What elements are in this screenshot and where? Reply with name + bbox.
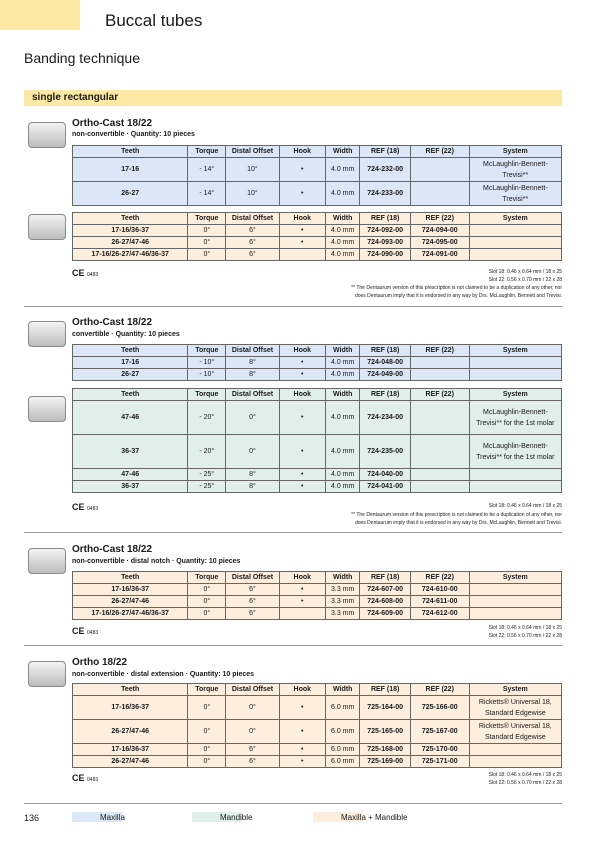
cell: 724-235-00 xyxy=(360,435,410,469)
col-header: REF (22) xyxy=(410,684,469,696)
legend-label-maxilla: Maxilla xyxy=(100,813,125,822)
cell: 4.0 mm xyxy=(325,249,360,261)
col-header: Hook xyxy=(279,213,325,225)
disclaimer-line: ** The Dentaurum version of this prescription is not claimed to be a duplication of any other, nor xyxy=(351,285,562,291)
cell xyxy=(469,596,561,608)
cell: 4.0 mm xyxy=(325,237,360,249)
col-header: Width xyxy=(325,213,360,225)
cell: 0° xyxy=(188,720,226,744)
col-header: Width xyxy=(325,684,360,696)
cell: 17-16/36-37 xyxy=(73,744,188,756)
col-header: REF (22) xyxy=(410,213,469,225)
slot-note-line: Slot 22: 0.56 x 0.70 mm / 22 x 28 xyxy=(488,780,562,786)
slot-note-line: Slot 18: 0.46 x 0.64 mm / 18 x 25 xyxy=(488,503,562,509)
cell: 0° xyxy=(188,249,226,261)
cell: 725-166-00 xyxy=(410,696,469,720)
cell: 724-095-00 xyxy=(410,237,469,249)
cell: 724-610-00 xyxy=(410,584,469,596)
disclaimer xyxy=(351,511,562,527)
cell: 0° xyxy=(188,608,226,620)
cell: 724-608-00 xyxy=(360,596,410,608)
cell: 0° xyxy=(226,720,280,744)
section-divider xyxy=(24,306,562,307)
cell: 6° xyxy=(226,608,280,620)
cell: 6.0 mm xyxy=(325,744,360,756)
legend-label-maxilla-mandible: Maxilla + Mandible xyxy=(341,813,408,822)
cell: • xyxy=(279,481,325,493)
col-header: Distal Offset xyxy=(226,389,280,401)
slot-note xyxy=(489,268,562,284)
cell: 26-27 xyxy=(73,369,188,381)
table-row xyxy=(73,225,562,237)
cell: 725-164-00 xyxy=(360,696,410,720)
slot-note xyxy=(489,502,562,510)
cell: - 20° xyxy=(188,435,226,469)
table-row xyxy=(73,249,562,261)
product-table-maxilla xyxy=(72,344,562,381)
cell: 724-091-00 xyxy=(410,249,469,261)
cell: 10° xyxy=(226,182,280,206)
cell: - 20° xyxy=(188,401,226,435)
cell: • xyxy=(279,237,325,249)
cell: 10° xyxy=(226,158,280,182)
cell: • xyxy=(279,469,325,481)
cell: 17-16/36-37 xyxy=(73,225,188,237)
cell: 47-46 xyxy=(73,469,188,481)
slot-note xyxy=(489,771,562,787)
cell: 6.0 mm xyxy=(325,720,360,744)
cell: 0° xyxy=(188,596,226,608)
product-description: non-convertible · Quantity: 10 pieces xyxy=(72,131,195,138)
corner-tab xyxy=(0,0,80,30)
cell: • xyxy=(279,401,325,435)
cell: - 25° xyxy=(188,481,226,493)
col-header: Width xyxy=(325,345,360,357)
cell: 17-16 xyxy=(73,357,188,369)
cell xyxy=(410,158,469,182)
cell: - 14° xyxy=(188,158,226,182)
cell: 6° xyxy=(226,584,280,596)
slot-note xyxy=(489,624,562,640)
cell: 6.0 mm xyxy=(325,756,360,768)
cell: 8° xyxy=(226,481,280,493)
ce-mark xyxy=(72,773,98,783)
cell: 26-27 xyxy=(73,182,188,206)
cell: McLaughlin-Bennett-Trevisi** xyxy=(469,182,561,206)
cell: • xyxy=(279,182,325,206)
col-header: REF (18) xyxy=(360,146,410,158)
col-header: Hook xyxy=(279,684,325,696)
cell xyxy=(410,357,469,369)
cell: 0° xyxy=(188,756,226,768)
col-header: REF (22) xyxy=(410,146,469,158)
col-header: Torque xyxy=(188,146,226,158)
cell: 6° xyxy=(226,249,280,261)
product-name: Ortho 18/22 xyxy=(72,657,128,668)
cell: 17-16/36-37 xyxy=(73,584,188,596)
cell: • xyxy=(279,225,325,237)
product-table-maxilla-mandible xyxy=(72,212,562,261)
ce-mark xyxy=(72,268,98,278)
product-table-mandible xyxy=(72,388,562,493)
cell: 724-232-00 xyxy=(360,158,410,182)
col-header: REF (18) xyxy=(360,345,410,357)
slot-note-line: Slot 18: 0.46 x 0.64 mm / 18 x 25 xyxy=(488,625,562,631)
cell: • xyxy=(279,369,325,381)
cell: - 10° xyxy=(188,357,226,369)
cell: 724-234-00 xyxy=(360,401,410,435)
ce-text: CE xyxy=(72,626,85,636)
cell: 724-094-00 xyxy=(410,225,469,237)
cell: 26-27/47-46 xyxy=(73,756,188,768)
cell: 6° xyxy=(226,237,280,249)
cell: 725-165-00 xyxy=(360,720,410,744)
cell: 4.0 mm xyxy=(325,401,360,435)
table-row xyxy=(73,744,562,756)
table-row xyxy=(73,608,562,620)
cell: 724-611-00 xyxy=(410,596,469,608)
col-header: Hook xyxy=(279,146,325,158)
disclaimer xyxy=(351,284,562,300)
cell xyxy=(410,401,469,435)
col-header: Torque xyxy=(188,345,226,357)
col-header: System xyxy=(469,389,561,401)
slot-note-line: Slot 18: 0.46 x 0.64 mm / 18 x 25 xyxy=(488,269,562,275)
col-header: Hook xyxy=(279,389,325,401)
table-row xyxy=(73,369,562,381)
cell: 4.0 mm xyxy=(325,369,360,381)
cell: 6° xyxy=(226,596,280,608)
buccal-tube-image xyxy=(28,122,66,148)
col-header: Teeth xyxy=(73,213,188,225)
cell: McLaughlin-Bennett-Trevisi** for the 1st molar xyxy=(469,435,561,469)
cell: • xyxy=(279,596,325,608)
cell: 0° xyxy=(188,237,226,249)
product-description: convertible · Quantity: 10 pieces xyxy=(72,331,180,338)
section-band xyxy=(24,90,562,106)
col-header: REF (18) xyxy=(360,213,410,225)
cell: 26-27/47-46 xyxy=(73,596,188,608)
cell: 725-170-00 xyxy=(410,744,469,756)
col-header: REF (18) xyxy=(360,684,410,696)
cell xyxy=(410,469,469,481)
disclaimer-line: does Dentaurum imply that it is endorsed in any way by Drs. McLaughlin, Bennett and Trevisi. xyxy=(354,520,562,526)
cell xyxy=(410,435,469,469)
cell: 17-16/36-37 xyxy=(73,696,188,720)
cell: 724-609-00 xyxy=(360,608,410,620)
col-header: REF (18) xyxy=(360,389,410,401)
col-header: Torque xyxy=(188,213,226,225)
cell xyxy=(469,481,561,493)
table-row xyxy=(73,481,562,493)
col-header: Width xyxy=(325,389,360,401)
product-table-maxilla-mandible xyxy=(72,683,562,768)
cell: 4.0 mm xyxy=(325,469,360,481)
cell: 724-607-00 xyxy=(360,584,410,596)
cell: 4.0 mm xyxy=(325,182,360,206)
cell: 724-040-00 xyxy=(360,469,410,481)
table-row xyxy=(73,237,562,249)
page-subtitle: Banding technique xyxy=(24,50,140,66)
cell: 17-16 xyxy=(73,158,188,182)
cell: • xyxy=(279,756,325,768)
cell: - 10° xyxy=(188,369,226,381)
cell: 8° xyxy=(226,357,280,369)
cell xyxy=(469,357,561,369)
cell: 6° xyxy=(226,225,280,237)
buccal-tube-image xyxy=(28,214,66,240)
cell: 6° xyxy=(226,744,280,756)
cell xyxy=(469,237,561,249)
product-table-maxilla xyxy=(72,145,562,206)
page-title: Buccal tubes xyxy=(105,11,203,30)
footer-divider xyxy=(24,803,562,804)
cell: - 14° xyxy=(188,182,226,206)
ce-code: 0483 xyxy=(87,272,99,278)
cell xyxy=(469,369,561,381)
cell xyxy=(469,225,561,237)
col-header: System xyxy=(469,572,561,584)
col-header: Width xyxy=(325,572,360,584)
cell: 724-612-00 xyxy=(410,608,469,620)
cell: 3.3 mm xyxy=(325,584,360,596)
col-header: Torque xyxy=(188,572,226,584)
col-header: REF (22) xyxy=(410,572,469,584)
ce-code: 0483 xyxy=(87,506,99,512)
cell: • xyxy=(279,584,325,596)
col-header: Width xyxy=(325,146,360,158)
cell: 36-37 xyxy=(73,481,188,493)
table-row xyxy=(73,696,562,720)
ce-text: CE xyxy=(72,502,85,512)
cell xyxy=(469,756,561,768)
cell: Ricketts® Universal 18, Standard Edgewise xyxy=(469,696,561,720)
cell xyxy=(410,182,469,206)
legend-label-mandible: Mandible xyxy=(220,813,253,822)
ce-mark xyxy=(72,502,98,512)
cell xyxy=(469,744,561,756)
col-header: Distal Offset xyxy=(226,345,280,357)
col-header: Distal Offset xyxy=(226,572,280,584)
page-number: 136 xyxy=(24,813,40,823)
cell: 17-16/26-27/47-46/36-37 xyxy=(73,249,188,261)
col-header: Hook xyxy=(279,345,325,357)
cell xyxy=(469,608,561,620)
col-header: REF (22) xyxy=(410,389,469,401)
cell: Ricketts® Universal 18, Standard Edgewise xyxy=(469,720,561,744)
col-header: System xyxy=(469,684,561,696)
col-header: REF (18) xyxy=(360,572,410,584)
product-name: Ortho-Cast 18/22 xyxy=(72,118,153,129)
cell: 0° xyxy=(188,225,226,237)
cell: 3.3 mm xyxy=(325,596,360,608)
cell: 0° xyxy=(226,696,280,720)
cell: 47-46 xyxy=(73,401,188,435)
slot-note-line: Slot 22: 0.56 x 0.70 mm / 22 x 28 xyxy=(488,633,562,639)
table-row xyxy=(73,596,562,608)
cell xyxy=(469,249,561,261)
cell: - 25° xyxy=(188,469,226,481)
cell xyxy=(469,584,561,596)
cell: • xyxy=(279,720,325,744)
cell: 724-093-00 xyxy=(360,237,410,249)
col-header: Distal Offset xyxy=(226,684,280,696)
cell: 0° xyxy=(188,584,226,596)
cell: 3.3 mm xyxy=(325,608,360,620)
ce-text: CE xyxy=(72,773,85,783)
cell: 724-049-00 xyxy=(360,369,410,381)
cell: 26-27/47-46 xyxy=(73,720,188,744)
product-description: non-convertible · distal notch · Quantity: 10 pieces xyxy=(72,558,241,565)
col-header: Torque xyxy=(188,684,226,696)
col-header: REF (22) xyxy=(410,345,469,357)
cell: • xyxy=(279,158,325,182)
table-row xyxy=(73,720,562,744)
cell: • xyxy=(279,696,325,720)
cell: 17-16/26-27/47-46/36-37 xyxy=(73,608,188,620)
cell: 725-171-00 xyxy=(410,756,469,768)
col-header: Teeth xyxy=(73,684,188,696)
table-row xyxy=(73,182,562,206)
cell xyxy=(410,369,469,381)
product-table-maxilla-mandible xyxy=(72,571,562,620)
cell: 36-37 xyxy=(73,435,188,469)
cell: 724-092-00 xyxy=(360,225,410,237)
section-divider xyxy=(24,645,562,646)
cell: 26-27/47-46 xyxy=(73,237,188,249)
cell: 724-090-00 xyxy=(360,249,410,261)
table-row xyxy=(73,435,562,469)
table-row xyxy=(73,158,562,182)
col-header: System xyxy=(469,213,561,225)
col-header: Teeth xyxy=(73,345,188,357)
col-header: System xyxy=(469,146,561,158)
col-header: Teeth xyxy=(73,572,188,584)
product-name: Ortho-Cast 18/22 xyxy=(72,544,153,555)
cell: 4.0 mm xyxy=(325,158,360,182)
cell: McLaughlin-Bennett-Trevisi** for the 1st molar xyxy=(469,401,561,435)
cell xyxy=(469,469,561,481)
cell: • xyxy=(279,435,325,469)
col-header: Hook xyxy=(279,572,325,584)
cell: 4.0 mm xyxy=(325,435,360,469)
cell: 724-048-00 xyxy=(360,357,410,369)
buccal-tube-image xyxy=(28,661,66,687)
cell: 725-167-00 xyxy=(410,720,469,744)
ce-text: CE xyxy=(72,268,85,278)
cell: 6.0 mm xyxy=(325,696,360,720)
cell: 725-169-00 xyxy=(360,756,410,768)
product-name: Ortho-Cast 18/22 xyxy=(72,317,153,328)
disclaimer-line: ** The Dentaurum version of this prescription is not claimed to be a duplication of any other, nor xyxy=(351,512,562,518)
buccal-tube-image xyxy=(28,396,66,422)
cell: 725-168-00 xyxy=(360,744,410,756)
col-header: Distal Offset xyxy=(226,213,280,225)
col-header: Torque xyxy=(188,389,226,401)
col-header: System xyxy=(469,345,561,357)
cell: McLaughlin-Bennett-Trevisi** xyxy=(469,158,561,182)
cell: 8° xyxy=(226,369,280,381)
ce-code: 0483 xyxy=(87,777,99,783)
cell: 0° xyxy=(188,696,226,720)
ce-mark xyxy=(72,626,98,636)
slot-note-line: Slot 22: 0.56 x 0.70 mm / 22 x 28 xyxy=(488,277,562,283)
buccal-tube-image xyxy=(28,321,66,347)
cell: 724-041-00 xyxy=(360,481,410,493)
cell: 724-233-00 xyxy=(360,182,410,206)
cell: 0° xyxy=(226,401,280,435)
product-description: non-convertible · distal extension · Quantity: 10 pieces xyxy=(72,671,255,678)
cell xyxy=(410,481,469,493)
disclaimer-line: does Dentaurum imply that it is endorsed in any way by Drs. McLaughlin, Bennett and Trevisi. xyxy=(354,293,562,299)
cell: 4.0 mm xyxy=(325,357,360,369)
table-row xyxy=(73,357,562,369)
cell: • xyxy=(279,357,325,369)
table-row xyxy=(73,469,562,481)
cell: 4.0 mm xyxy=(325,225,360,237)
cell: 0° xyxy=(226,435,280,469)
table-row xyxy=(73,401,562,435)
buccal-tube-image xyxy=(28,548,66,574)
section-title: single rectangular xyxy=(32,92,119,103)
col-header: Distal Offset xyxy=(226,146,280,158)
cell xyxy=(279,608,325,620)
col-header: Teeth xyxy=(73,146,188,158)
cell: • xyxy=(279,744,325,756)
section-divider xyxy=(24,532,562,533)
ce-code: 0483 xyxy=(87,630,99,636)
cell: 4.0 mm xyxy=(325,481,360,493)
cell xyxy=(279,249,325,261)
cell: 8° xyxy=(226,469,280,481)
cell: 6° xyxy=(226,756,280,768)
col-header: Teeth xyxy=(73,389,188,401)
table-row xyxy=(73,756,562,768)
slot-note-line: Slot 18: 0.46 x 0.64 mm / 18 x 25 xyxy=(488,772,562,778)
cell: 0° xyxy=(188,744,226,756)
table-row xyxy=(73,584,562,596)
